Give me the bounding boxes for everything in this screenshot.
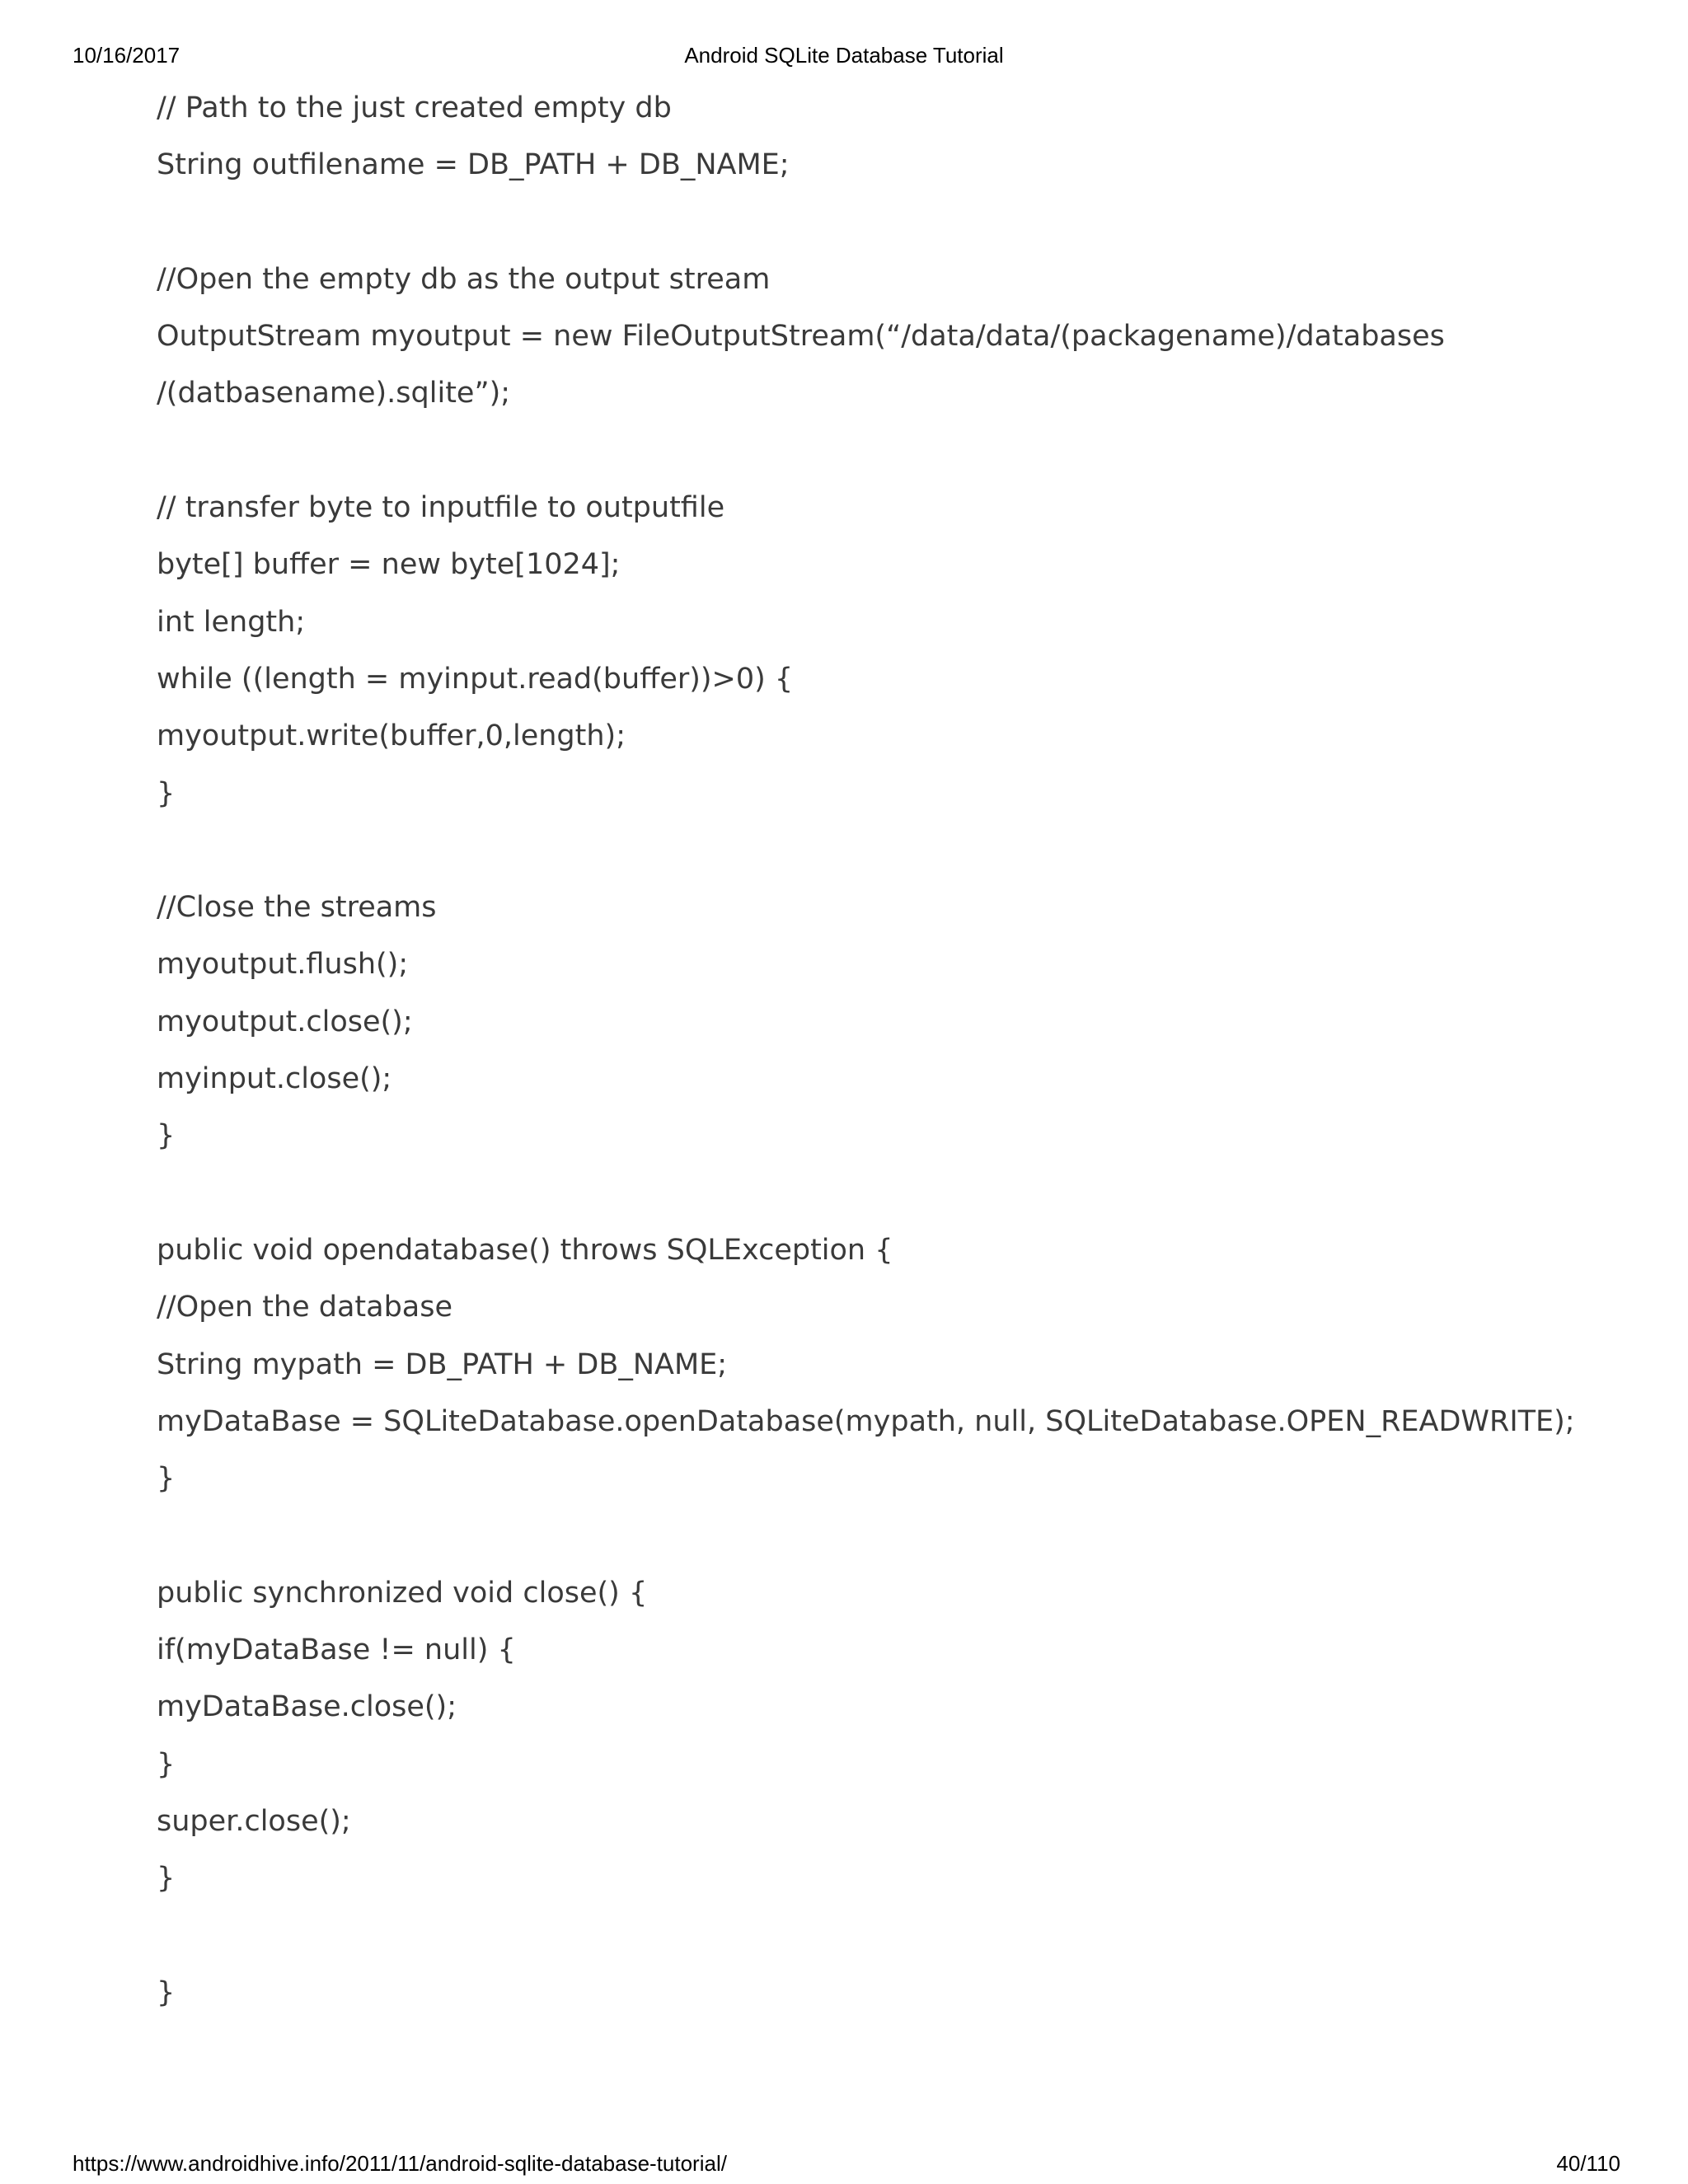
code-listing: [157, 89, 1607, 2031]
code-line: String mypath = DB_PATH + DB_NAME;: [157, 1347, 728, 1381]
page-number: 40/110: [1556, 2151, 1620, 2176]
code-line: }: [157, 1119, 176, 1153]
code-line: }: [157, 1862, 176, 1896]
code-line: public synchronized void close() {: [157, 1576, 648, 1610]
code-line: // Path to the just created empty db: [157, 91, 672, 124]
code-line: //Open the empty db as the output stream: [157, 262, 771, 296]
code-line: if(myDataBase != null) {: [157, 1633, 516, 1667]
code-line: [157, 204, 1607, 260]
code-line: }: [157, 1975, 176, 2009]
header-title: Android SQLite Database Tutorial: [684, 43, 1004, 68]
code-line: myinput.close();: [157, 1062, 392, 1096]
code-line: [157, 1174, 1607, 1231]
code-line: OutputStream myoutput = new FileOutputStream(“/data/data/(packagename)/databases: [157, 320, 1445, 354]
code-line: byte[] buffer = new byte[1024];: [157, 548, 621, 582]
code-line: myoutput.write(buffer,0,length);: [157, 719, 626, 753]
code-line: [157, 432, 1607, 489]
code-line: [157, 832, 1607, 888]
code-line: myDataBase.close();: [157, 1690, 457, 1724]
code-line: }: [157, 1462, 176, 1496]
code-line: while ((length = myinput.read(buffer))>0) {: [157, 662, 794, 696]
code-line: public void opendatabase() throws SQLException {: [157, 1233, 893, 1267]
code-line: }: [157, 776, 176, 810]
code-line: [157, 1917, 1607, 1974]
code-line: super.close();: [157, 1804, 351, 1838]
code-line: //Close the streams: [157, 891, 437, 925]
code-line: [157, 1516, 1607, 1573]
page-footer: [0, 2151, 1688, 2179]
code-line: int length;: [157, 605, 306, 639]
code-line: }: [157, 1747, 176, 1781]
code-line: myoutput.flush();: [157, 948, 409, 982]
code-line: //Open the database: [157, 1291, 453, 1324]
code-line: String outfilename = DB_PATH + DB_NAME;: [157, 148, 790, 182]
code-line: myDataBase = SQLiteDatabase.openDatabase(mypath, null, SQLiteDatabase.OPEN_READWRITE);: [157, 1404, 1575, 1438]
header-date: 10/16/2017: [73, 43, 181, 68]
footer-url[interactable]: https://www.androidhive.info/2011/11/android-sqlite-database-tutorial/: [73, 2151, 727, 2176]
code-line: myoutput.close();: [157, 1005, 413, 1038]
page-header: [0, 43, 1688, 71]
code-line: /(datbasename).sqlite”);: [157, 377, 511, 410]
code-line: // transfer byte to inputfile to outputfile: [157, 491, 725, 525]
